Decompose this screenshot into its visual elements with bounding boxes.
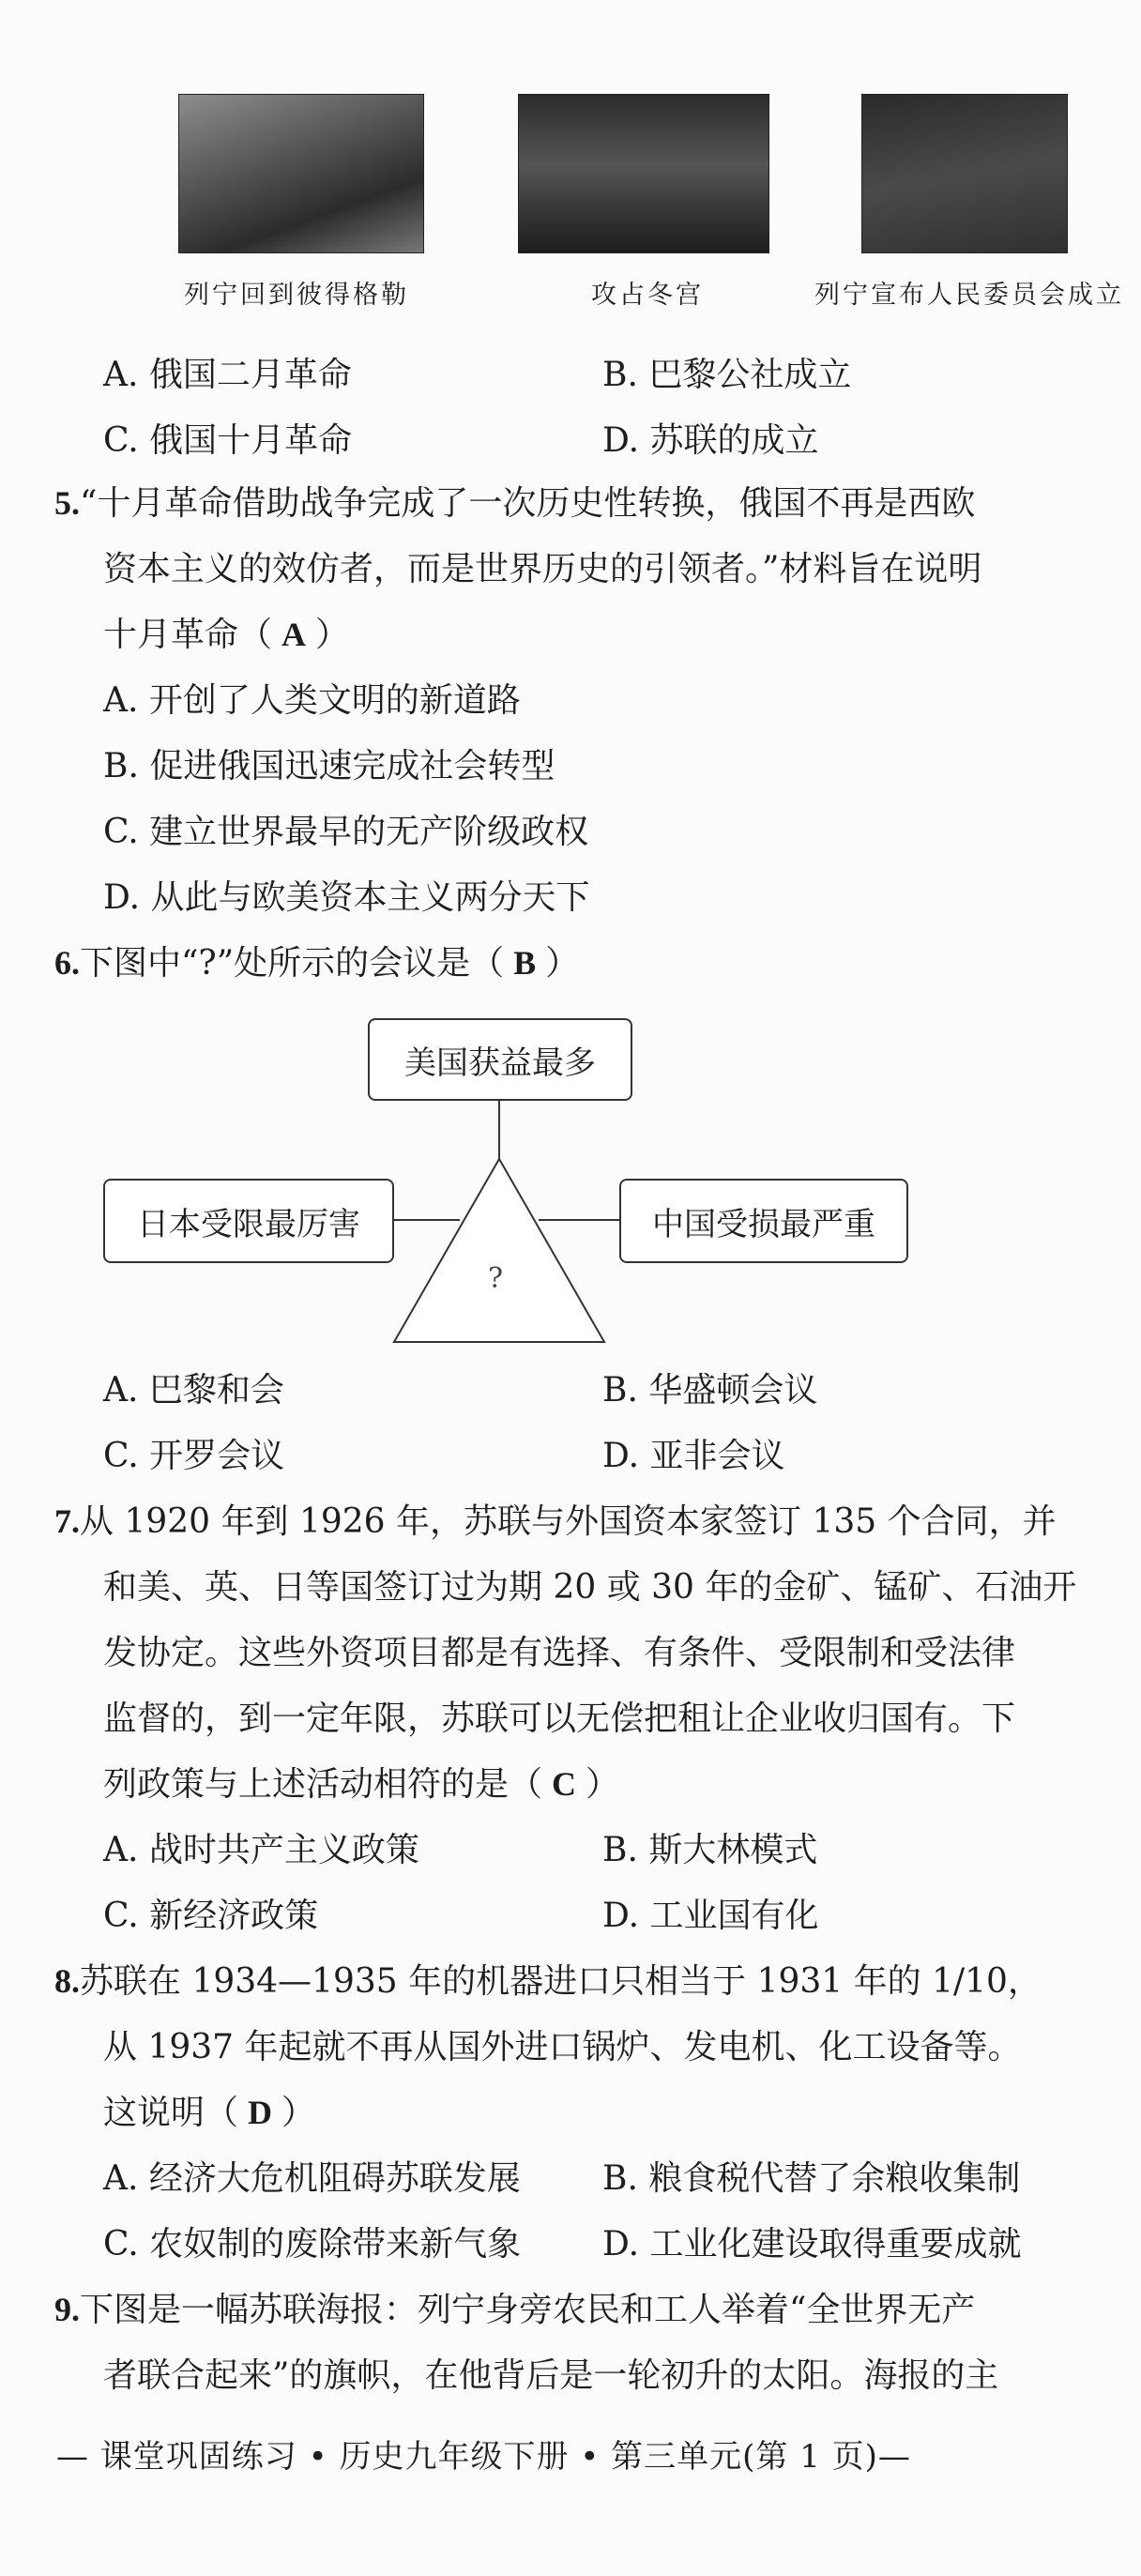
answer-letter: D xyxy=(248,2094,273,2131)
option-d: D. 工业化建设取得重要成就 xyxy=(602,2225,1022,2264)
triangle-shape xyxy=(394,1159,604,1342)
question-5-line: 十月革命（ A ） xyxy=(103,616,350,654)
question-8-line: 从 1937 年起就不再从国外进口锅炉、发电机、化工设备等。 xyxy=(103,2028,1022,2066)
option-a: A. 俄国二月革命 xyxy=(103,356,352,394)
question-7-line: 7.从 1920 年到 1926 年，苏联与外国资本家签订 135 个合同，并 xyxy=(54,1502,1057,1541)
question-6-line: 6.下图中“?”处所示的会议是（ B ） xyxy=(54,944,580,983)
option-a: A. 经济大危机阻碍苏联发展 xyxy=(103,2159,521,2198)
question-8-line: 这说明（ D ） xyxy=(103,2094,316,2132)
question-number: 9. xyxy=(54,2291,80,2328)
question-9-line: 9.下图是一幅苏联海报：列宁身旁农民和工人举着“全世界无产 xyxy=(54,2291,976,2329)
option-a: A. 战时共产主义政策 xyxy=(103,1831,419,1869)
option-b: B. 巴黎公社成立 xyxy=(602,356,852,394)
photo-caption: 攻占冬宫 xyxy=(591,281,704,310)
option-a: A. 巴黎和会 xyxy=(103,1371,284,1410)
question-number: 8. xyxy=(54,1962,80,2000)
option-b: B. 粮食税代替了余粮收集制 xyxy=(602,2159,1021,2198)
triangle-question-mark: ? xyxy=(488,1262,504,1295)
box-top: 美国获益最多 xyxy=(368,1018,632,1101)
answer-letter: C xyxy=(552,1765,577,1803)
option-d: D. 从此与欧美资本主义两分天下 xyxy=(103,878,590,917)
answer-letter: A xyxy=(281,616,307,653)
option-b: B. 促进俄国迅速完成社会转型 xyxy=(103,747,555,785)
option-c: C. 俄国十月革命 xyxy=(103,421,353,460)
option-d: D. 工业国有化 xyxy=(602,1897,819,1935)
question-8-line: 8.苏联在 1934—1935 年的机器进口只相当于 1931 年的 1/10， xyxy=(54,1962,1042,2001)
option-a: A. 开创了人类文明的新道路 xyxy=(103,681,521,720)
question-7-line: 列政策与上述活动相符的是（ C ） xyxy=(103,1765,620,1804)
question-7-line: 发协定。这些外资项目都是有选择、有条件、受限制和受法律 xyxy=(103,1634,1016,1672)
page-footer: — 课堂巩固练习 • 历史九年级下册 • 第三单元(第 1 页)— xyxy=(56,2438,911,2476)
answer-letter: B xyxy=(513,944,537,982)
box-left: 日本受限最厉害 xyxy=(103,1179,394,1263)
photo-caption: 列宁回到彼得格勒 xyxy=(184,281,409,310)
option-b: B. 斯大林模式 xyxy=(602,1831,818,1869)
question-number: 5. xyxy=(54,484,80,522)
option-c: C. 开罗会议 xyxy=(103,1437,285,1475)
question-number: 6. xyxy=(54,944,80,982)
option-b: B. 华盛顿会议 xyxy=(602,1371,818,1410)
question-7-line: 监督的，到一定年限，苏联可以无偿把租让企业收归国有。下 xyxy=(103,1700,1016,1738)
option-c: C. 建立世界最早的无产阶级政权 xyxy=(103,813,589,851)
question-9-line: 者联合起来”的旗帜，在他背后是一轮初升的太阳。海报的主 xyxy=(103,2356,999,2395)
question-5-line: 5.“十月革命借助战争完成了一次历史性转换，俄国不再是西欧 xyxy=(54,484,976,523)
option-c: C. 农奴制的废除带来新气象 xyxy=(103,2225,522,2264)
option-d: D. 苏联的成立 xyxy=(602,421,819,460)
option-c: C. 新经济政策 xyxy=(103,1897,319,1935)
question-5-line: 资本主义的效仿者，而是世界历史的引领者。”材料旨在说明 xyxy=(103,550,982,588)
question-7-line: 和美、英、日等国签订过为期 20 或 30 年的金矿、锰矿、石油开 xyxy=(103,1568,1077,1607)
question-number: 7. xyxy=(54,1502,80,1540)
option-d: D. 亚非会议 xyxy=(602,1437,785,1475)
photo-caption: 列宁宣布人民委员会成立 xyxy=(814,281,1124,310)
box-right: 中国受损最严重 xyxy=(619,1179,908,1263)
